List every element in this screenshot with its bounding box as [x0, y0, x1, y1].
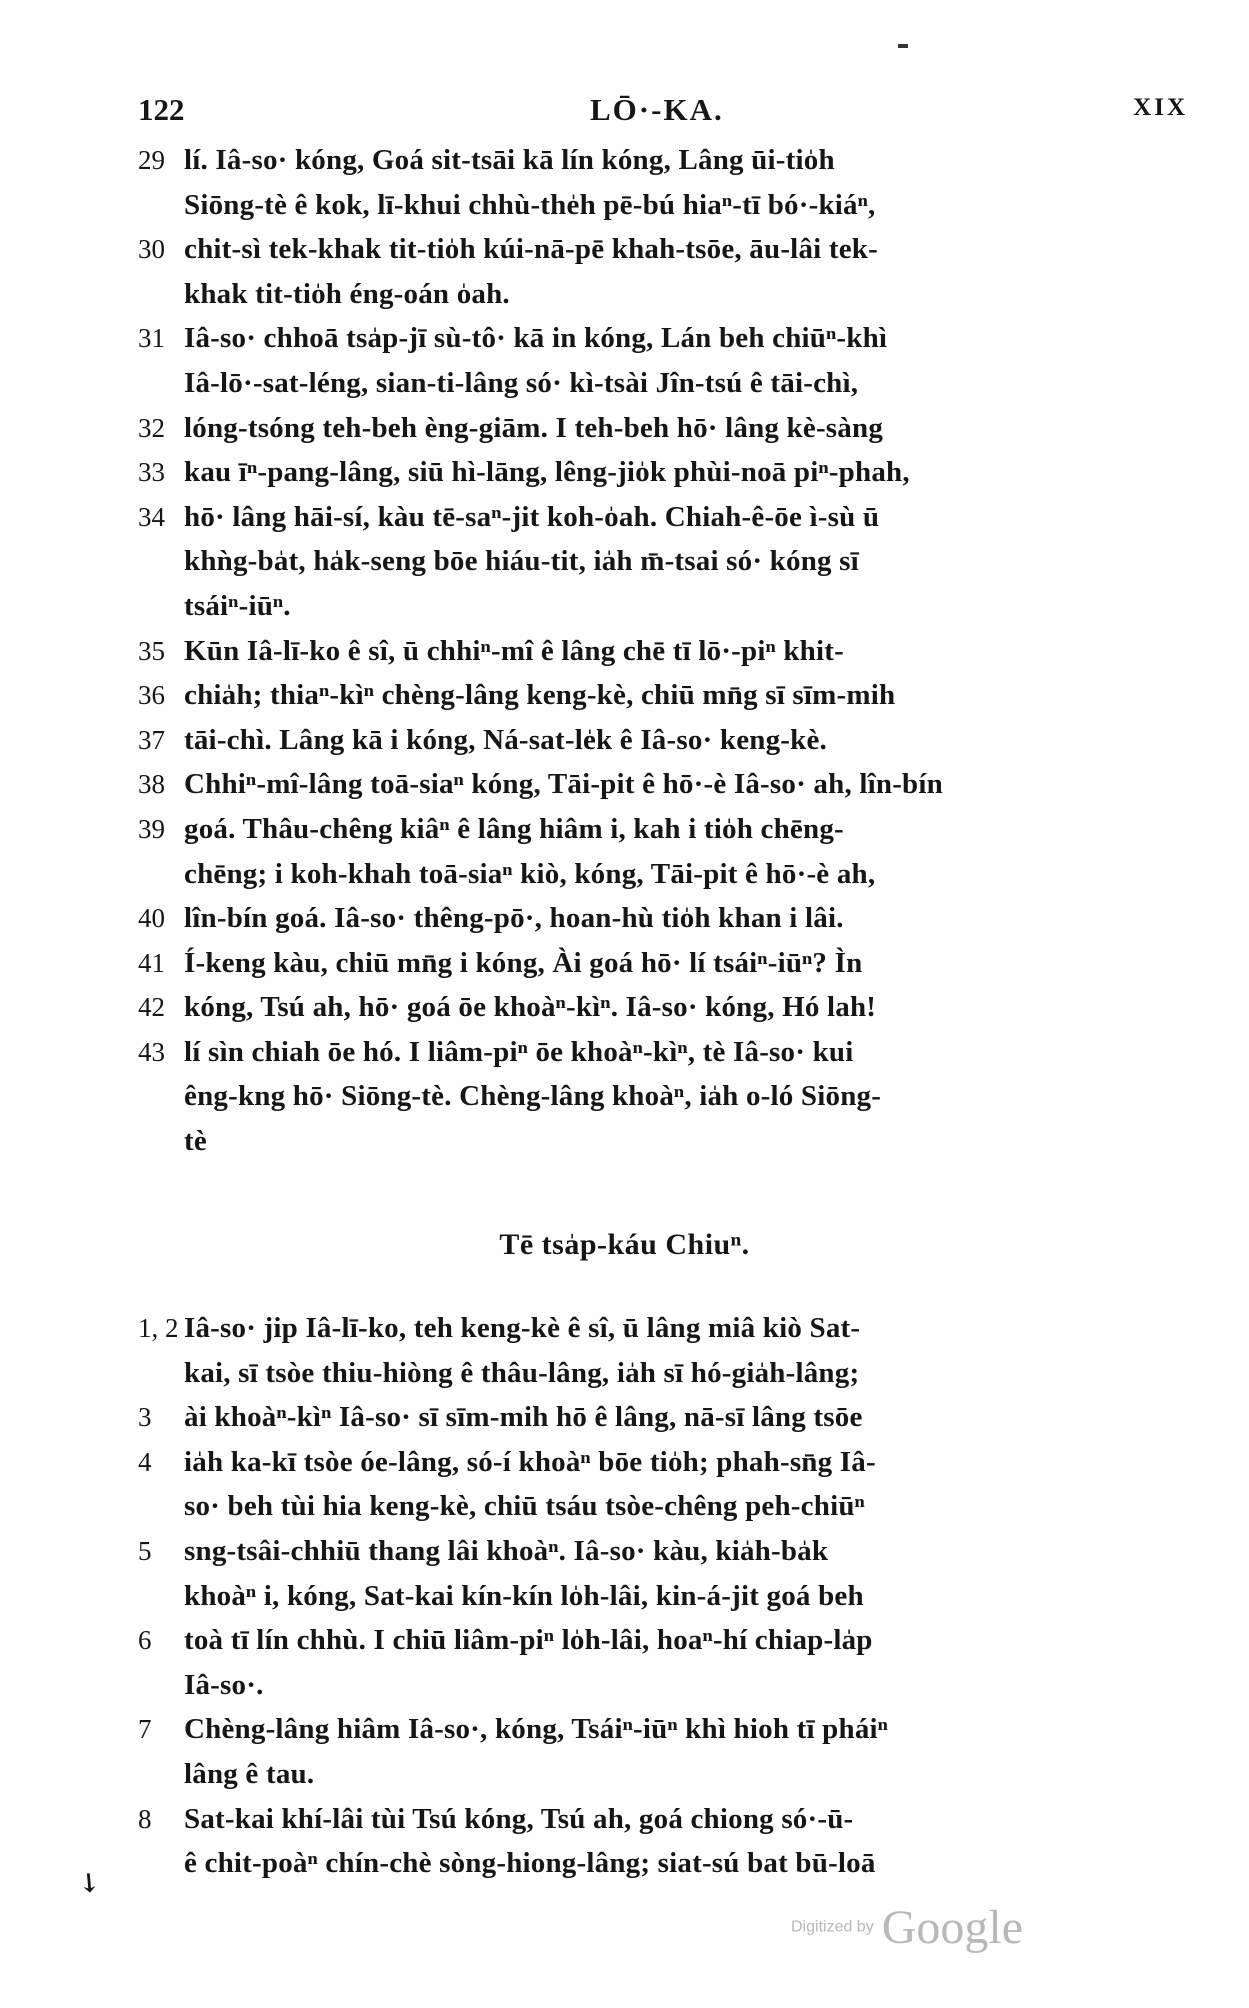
verse-line — [138, 316, 1200, 361]
verse-number: 1, 2 — [138, 1313, 179, 1343]
verse-text: ia̍h ka-kī tsòe óe-lâng, só-í khoàⁿ bōe tio̍h; phah-sn̄g Iâ- — [184, 1445, 876, 1478]
verse-text: khǹg-ba̍t, ha̍k-seng bōe hiáu-tit, ia̍h m̄-tsai só· kóng sī — [184, 545, 859, 578]
verse-line — [138, 1440, 1200, 1485]
verse-line — [138, 1663, 1200, 1708]
verse-text: sng-tsâi-chhiū thang lâi khoàⁿ. Iâ-so· kàu, kia̍h-ba̍k — [184, 1534, 829, 1567]
verse-text: Sat-kai khí-lâi tùi Tsú kóng, Tsú ah, goá chiong só·-ū- — [184, 1802, 854, 1835]
verse-text: kai, sī tsòe thiu-hiòng ê thâu-lâng, ia̍h sī hó-gia̍h-lâng; — [184, 1356, 860, 1389]
verse-number: 32 — [138, 412, 165, 443]
ink-mark — [898, 44, 908, 48]
verse-line — [138, 495, 1200, 540]
verse-line — [138, 1841, 1200, 1886]
verse-line — [138, 1529, 1200, 1574]
verse-number: 3 — [138, 1402, 152, 1433]
verse-line — [138, 985, 1200, 1030]
verse-text: Siōng-tè ê kok, lī-khui chhù-the̍h pē-bú hiaⁿ-tī bó·-kiáⁿ, — [184, 188, 876, 221]
verse-text: Iâ-lō·-sat-léng, sian-ti-lâng só· kì-tsài Jîn-tsú ê tāi-chì, — [184, 366, 859, 399]
verse-number: 42 — [138, 992, 165, 1023]
verse-line — [138, 1484, 1200, 1529]
verse-text: Chhiⁿ-mî-lâng toā-siaⁿ kóng, Tāi-pit ê hō·-è Iâ-so· ah, lîn-bín — [184, 768, 943, 801]
verse-line — [138, 138, 1200, 183]
verse-line — [138, 1306, 1200, 1351]
verse-line — [138, 361, 1200, 406]
verse-number: 8 — [138, 1803, 152, 1834]
verse-text: chit-sì tek-khak tit-tio̍h kúi-nā-pē khah-tsōe, āu-lâi tek- — [184, 233, 878, 266]
verse-text: khoàⁿ i, kóng, Sat-kai kín-kín lo̍h-lâi, kin-á-jit goá beh — [184, 1579, 864, 1612]
verse-line — [138, 1074, 1200, 1119]
verse-text: êng-kng hō· Siōng-tè. Chèng-lâng khoàⁿ, ia̍h o-ló Siōng- — [184, 1080, 882, 1113]
verse-number: 43 — [138, 1036, 165, 1067]
verse-text: Iâ-so· jip Iâ-lī-ko, teh keng-kè ê sî, ū lâng miâ kiò Sat- — [184, 1312, 861, 1344]
verse-line — [138, 406, 1200, 451]
verse-text: toà tī lín chhù. I chiū liâm-piⁿ lo̍h-lâi, hoaⁿ-hí chiap-la̍p — [184, 1624, 873, 1657]
verse-number: 29 — [138, 145, 165, 175]
watermark-caption: Digitized by — [791, 1918, 874, 1936]
page-number: 122 — [138, 92, 185, 127]
verse-text: ê chit-poàⁿ chín-chè sòng-hiong-lâng; siat-sú bat bū-loā — [184, 1847, 876, 1880]
verse-number: 30 — [138, 234, 165, 265]
verse-line — [138, 1395, 1200, 1440]
verse-number: 36 — [138, 680, 165, 711]
verse-number: 6 — [138, 1625, 152, 1656]
verse-number: 5 — [138, 1535, 152, 1566]
verse-line — [138, 718, 1200, 763]
verse-number: 35 — [138, 635, 165, 666]
verse-text: lí sìn chiah ōe hó. I liâm-piⁿ ōe khoàⁿ-kìⁿ, tè Iâ-so· kui — [184, 1035, 854, 1068]
verse-line — [138, 450, 1200, 495]
verse-text: hō· lâng hāi-sí, kàu tē-saⁿ-jit koh-o̍ah. Chiah-ê-ōe ì-sù ū — [184, 500, 880, 533]
verse-line — [138, 1707, 1200, 1752]
verse-line — [138, 1351, 1200, 1396]
chapter-heading: Tē tsa̍p-káu Chiuⁿ. — [499, 1228, 750, 1261]
verse-text: chēng; i koh-khah toā-siaⁿ kiò, kóng, Tāi-pit ê hō·-è ah, — [184, 857, 876, 890]
verse-number: 41 — [138, 947, 165, 978]
verse-text: lîn-bín goá. Iâ-so· thêng-pō·, hoan-hù tio̍h khan i lâi. — [184, 902, 844, 935]
verse-text: khak tit-tio̍h éng-oán o̍ah. — [184, 277, 510, 310]
verse-line — [138, 183, 1200, 228]
verse-line — [138, 762, 1200, 807]
verse-text: kóng, Tsú ah, hō· goá ōe khoàⁿ-kìⁿ. Iâ-so· kóng, Hó lah! — [184, 991, 877, 1024]
verse-line — [138, 272, 1200, 317]
verse-text: kau īⁿ-pang-lâng, siū hì-lāng, lêng-jio̍k phùi-noā piⁿ-phah, — [184, 456, 910, 489]
verse-text: Chèng-lâng hiâm Iâ-so·, kóng, Tsáiⁿ-iūⁿ khì hioh tī pháiⁿ — [184, 1713, 889, 1746]
verse-line — [138, 852, 1200, 897]
verse-text: tsáiⁿ-iūⁿ. — [184, 589, 291, 622]
verse-line — [138, 629, 1200, 674]
verse-line — [138, 1119, 1200, 1164]
verse-text: Í-keng kàu, chiū mn̄g i kóng, Ài goá hō· lí tsáiⁿ-iūⁿ? Ìn — [184, 946, 863, 979]
verse-text: Iâ-so·. — [184, 1668, 264, 1701]
verse-line — [138, 1797, 1200, 1842]
page-header — [138, 92, 1188, 136]
verse-line — [138, 539, 1200, 584]
verse-text: chia̍h; thiaⁿ-kìⁿ chèng-lâng keng-kè, chiū mn̄g sī sīm-mih — [184, 679, 896, 712]
verse-number: 38 — [138, 769, 165, 800]
verse-number: 40 — [138, 903, 165, 934]
verse-line — [138, 1752, 1200, 1797]
verse-line — [138, 584, 1200, 629]
chapter-number: XIX — [1133, 94, 1188, 121]
verse-line — [138, 1030, 1200, 1075]
corner-mark: ↘ — [71, 1864, 107, 1901]
verse-line — [138, 673, 1200, 718]
verse-text: tè — [184, 1125, 207, 1158]
verse-line — [138, 941, 1200, 986]
verse-line — [138, 227, 1200, 272]
verse-number: 34 — [138, 501, 165, 532]
verse-text: ài khoàⁿ-kìⁿ Iâ-so· sī sīm-mih hō ê lâng, nā-sī lâng tsōe — [184, 1401, 863, 1434]
digitized-watermark — [791, 1900, 1023, 1955]
running-title: LŌ·-KA. — [590, 92, 724, 127]
verse-text: goá. Thâu-chêng kiâⁿ ê lâng hiâm i, kah i tio̍h chēng- — [184, 812, 844, 845]
verse-line — [138, 1618, 1200, 1663]
watermark-logo: Google — [881, 1901, 1024, 1954]
verse-text: Iâ-so· chhoā tsa̍p-jī sù-tô· kā in kóng, Lán beh chiūⁿ-khì — [184, 322, 888, 355]
verses-chapter-19 — [138, 1306, 1200, 1886]
verse-text: lóng-tsóng teh-beh èng-giām. I teh-beh hō· lâng kè-sàng — [184, 411, 884, 444]
verse-line — [138, 896, 1200, 941]
verse-text: so· beh tùi hia keng-kè, chiū tsáu tsòe-chêng peh-chiūⁿ — [184, 1490, 865, 1523]
verse-line — [138, 807, 1200, 852]
verse-text: Kūn Iâ-lī-ko ê sî, ū chhiⁿ-mî ê lâng chē tī lō·-piⁿ khit- — [184, 634, 844, 667]
verse-number: 31 — [138, 323, 165, 354]
verse-text: tāi-chì. Lâng kā i kóng, Ná-sat-le̍k ê Iâ-so· keng-kè. — [184, 723, 828, 756]
verse-line — [138, 1574, 1200, 1619]
verse-number: 37 — [138, 724, 165, 755]
verse-number: 39 — [138, 813, 165, 844]
verse-text: lâng ê tau. — [184, 1757, 315, 1790]
verse-number: 7 — [138, 1714, 152, 1745]
verse-number: 4 — [138, 1446, 152, 1477]
verses-chapter-18 — [138, 138, 1200, 1164]
verse-number: 33 — [138, 457, 165, 488]
verse-text: lí. Iâ-so· kóng, Goá sit-tsāi kā lín kóng, Lâng ūi-tio̍h — [184, 144, 835, 176]
